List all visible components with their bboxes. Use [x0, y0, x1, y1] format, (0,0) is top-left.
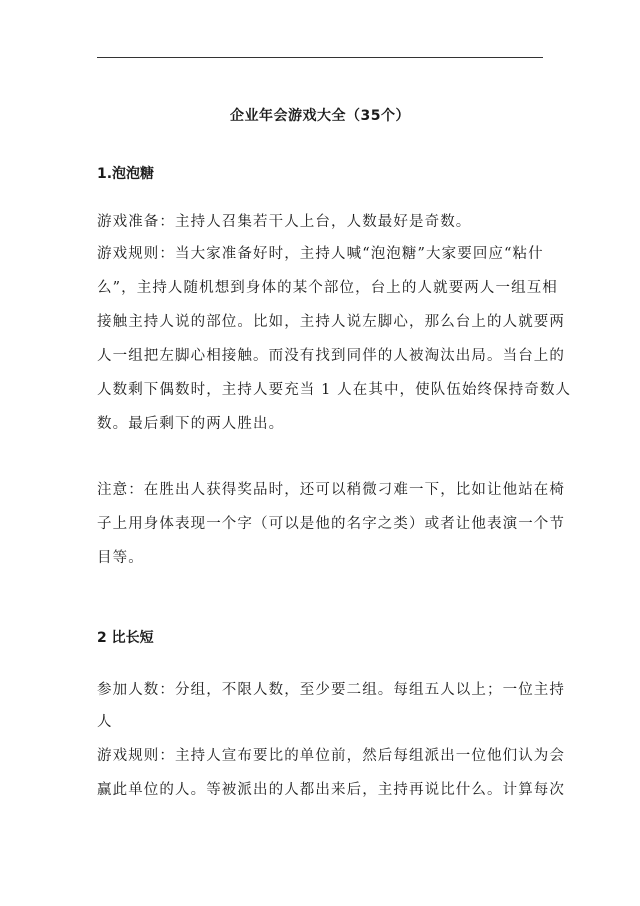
paragraph-line: 接触主持人说的部位。比如，主持人说左脚心，那么台上的人就要两 — [97, 314, 565, 330]
section-heading: 2 比长短 — [97, 630, 154, 646]
paragraph-line: 游戏规则：主持人宣布要比的单位前，然后每组派出一位他们认为会 — [97, 748, 565, 764]
note-line: 子上用身体表现一个字（可以是他的名字之类）或者让他表演一个节 — [97, 516, 565, 532]
paragraph-line: 游戏准备：主持人召集若干人上台，人数最好是奇数。 — [97, 214, 472, 230]
header-rule — [97, 57, 543, 58]
paragraph-line: 人一组把左脚心相接触。而没有找到同伴的人被淘汰出局。当台上的 — [97, 348, 565, 364]
note-line: 注意：在胜出人获得奖品时，还可以稍微刁难一下，比如让他站在椅 — [97, 482, 565, 498]
note-line: 目等。 — [97, 550, 144, 566]
paragraph-line: 参加人数：分组，不限人数，至少要二组。每组五人以上；一位主持 — [97, 682, 565, 698]
paragraph-line: 人 — [97, 714, 113, 730]
paragraph-line: 赢此单位的人。等被派出的人都出来后，主持再说比什么。计算每次 — [97, 782, 565, 798]
paragraph-line: 么”，主持人随机想到身体的某个部位，台上的人就要两人一组互相 — [97, 280, 558, 296]
paragraph-line: 人数剩下偶数时，主持人要充当 1 人在其中，使队伍始终保持奇数人 — [97, 382, 572, 398]
paragraph-line: 游戏规则：当大家准备好时，主持人喊“泡泡糖”大家要回应“粘什 — [97, 246, 544, 262]
document-title: 企业年会游戏大全（35个） — [230, 108, 410, 124]
section-heading: 1.泡泡糖 — [97, 166, 155, 182]
paragraph-line: 数。最后剩下的两人胜出。 — [97, 416, 285, 432]
